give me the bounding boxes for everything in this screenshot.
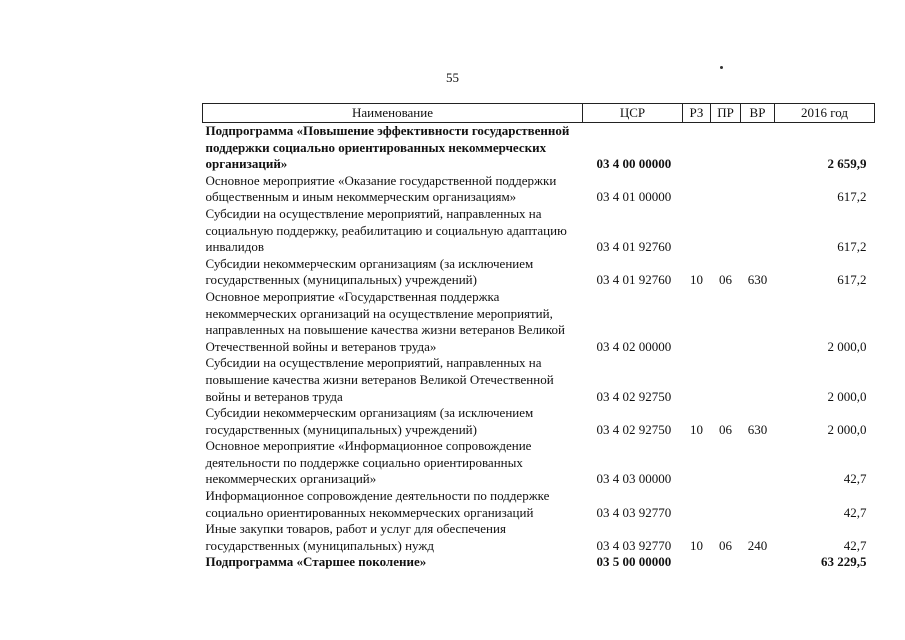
cell-pr <box>711 289 741 355</box>
cell-name: Подпрограмма «Повышение эффективности государственной поддержки социально ориентированных некоммерческих организаций» <box>205 123 570 172</box>
cell-vr: 240 <box>747 537 768 553</box>
header-vr: ВР <box>741 104 775 123</box>
cell-year: 617,2 <box>837 272 867 288</box>
cell-rz: 10 <box>690 272 703 288</box>
cell-year: 617,2 <box>837 239 867 255</box>
cell-name: Основное мероприятие «Оказание государственной поддержки общественным и иным некоммерческим организациям» <box>205 172 557 205</box>
page-number: 55 <box>446 70 459 85</box>
cell-year: 2 000,0 <box>827 388 867 404</box>
cell-vr <box>741 123 775 173</box>
cell-csr: 03 5 00 00000 <box>596 554 672 570</box>
table-row <box>203 173 875 206</box>
header-pr: ПР <box>711 104 741 123</box>
cell-vr <box>741 488 775 521</box>
cell-csr: 03 4 03 92770 <box>596 504 672 520</box>
cell-name: Иные закупки товаров, работ и услуг для обеспечения государственных (муниципальных) нужд <box>205 521 506 553</box>
cell-csr: 03 4 03 92770 <box>596 537 672 553</box>
cell-year: 2 000,0 <box>827 421 867 437</box>
cell-vr <box>741 438 775 488</box>
table-row <box>203 438 875 488</box>
cell-rz <box>683 488 711 521</box>
cell-pr <box>711 488 741 521</box>
cell-csr: 03 4 02 92750 <box>596 421 672 437</box>
cell-rz <box>683 355 711 405</box>
cell-vr <box>741 173 775 206</box>
table-row <box>203 355 875 405</box>
header-year: 2016 год <box>775 104 875 123</box>
cell-year: 2 000,0 <box>827 338 867 354</box>
table-row <box>203 289 875 355</box>
cell-pr: 06 <box>719 272 732 288</box>
table-row <box>203 256 875 289</box>
table-row <box>203 206 875 256</box>
cell-pr <box>711 438 741 488</box>
cell-rz: 10 <box>690 421 703 437</box>
budget-table <box>202 103 875 571</box>
cell-csr: 03 4 03 00000 <box>596 471 672 487</box>
cell-year: 42,7 <box>843 537 867 553</box>
cell-pr <box>711 554 741 571</box>
cell-vr <box>741 355 775 405</box>
cell-name: Субсидии некоммерческим организациям (за исключением государственных (муниципальных) учреждений) <box>205 255 534 288</box>
cell-csr: 03 4 02 92750 <box>596 388 672 404</box>
table-row <box>203 123 875 173</box>
cell-csr: 03 4 01 92760 <box>596 272 672 288</box>
cell-csr: 03 4 00 00000 <box>596 156 672 172</box>
header-csr: ЦСР <box>583 104 683 123</box>
cell-name: Субсидии некоммерческим организациям (за исключением государственных (муниципальных) учреждений) <box>205 405 534 437</box>
cell-pr <box>711 173 741 206</box>
cell-pr <box>711 123 741 173</box>
header-name: Наименование <box>203 104 583 123</box>
table-row <box>203 488 875 521</box>
cell-rz <box>683 173 711 206</box>
table-row <box>203 521 875 554</box>
cell-rz <box>683 554 711 571</box>
cell-name: Информационное сопровождение деятельности по поддержке социально ориентированных некоммерческих организаций <box>205 488 550 520</box>
cell-pr: 06 <box>719 421 732 437</box>
cell-name: Субсидии на осуществление мероприятий, направленных на повышение качества жизни ветеранов Великой Отечественной войны и ветеранов труда <box>205 355 554 404</box>
cell-name: Подпрограмма «Старшее поколение» <box>205 554 427 570</box>
cell-year: 617,2 <box>837 189 867 205</box>
cell-name: Основное мероприятие «Государственная поддержка некоммерческих организаций на осуществление мероприятий, направленных на повышение качества жизни ветеранов Великой Отечественной войны и ветеранов труда» <box>205 288 565 354</box>
cell-pr <box>711 355 741 405</box>
cell-csr: 03 4 01 92760 <box>596 239 672 255</box>
cell-rz <box>683 438 711 488</box>
cell-year: 2 659,9 <box>827 156 867 172</box>
cell-year: 42,7 <box>843 504 867 520</box>
cell-vr: 630 <box>747 272 768 288</box>
cell-year: 42,7 <box>843 471 867 487</box>
table-header-row <box>203 104 875 123</box>
cell-name: Основное мероприятие «Информационное сопровождение деятельности по поддержке социально ориентированных некоммерческих организаций» <box>205 438 532 487</box>
cell-name: Субсидии на осуществление мероприятий, направленных на социальную поддержку, реабилитацию и социальную адаптацию инвалидов <box>205 205 567 255</box>
cell-rz <box>683 123 711 173</box>
cell-pr <box>711 206 741 256</box>
cell-vr <box>741 206 775 256</box>
cell-rz <box>683 289 711 355</box>
cell-vr <box>741 289 775 355</box>
table-row <box>203 405 875 438</box>
table-row <box>203 554 875 571</box>
header-rz: РЗ <box>683 104 711 123</box>
cell-rz: 10 <box>690 537 703 553</box>
cell-year: 63 229,5 <box>821 554 867 570</box>
cell-pr: 06 <box>719 537 732 553</box>
cell-rz <box>683 206 711 256</box>
table-body <box>203 123 875 572</box>
cell-csr: 03 4 02 00000 <box>596 338 672 354</box>
cell-csr: 03 4 01 00000 <box>596 189 672 205</box>
cell-vr <box>741 554 775 571</box>
cell-vr: 630 <box>747 421 768 437</box>
scan-speck <box>720 66 723 69</box>
